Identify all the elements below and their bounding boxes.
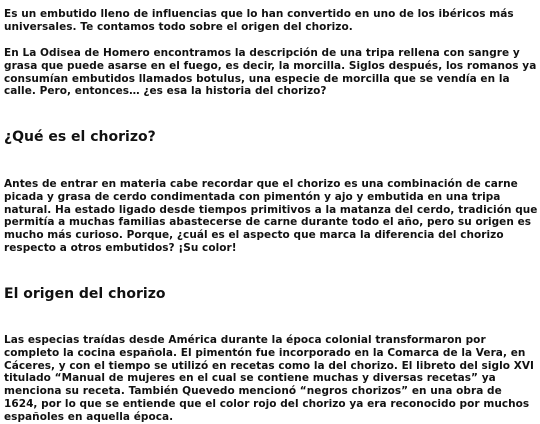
- definition-paragraph: Antes de entrar en materia cabe recordar que el chorizo es una combinación de carne picada y grasa de cerdo condimentada con pimentón y ajo y embutida en una tripa natural. Ha estado ligado desde tiempos primitivos a la matanza del cerdo, tradición que permitía a muchas familias abastecerse de carne durante todo el año, pero su origen es mucho más curioso. Porque, ¿cuál es el aspecto que marca la diferencia del chorizo respecto a otros embutidos? ¡Su color!: [4, 178, 538, 254]
- origin-paragraph: Las especias traídas desde América durante la época colonial transformaron por completo la cocina española. El pimentón fue incorporado en la Comarca de la Vera, en Cáceres, y con el tiempo se utilizó en recetas como la del chorizo. El libreto del siglo XVI titulado “Manual de mujeres en el cual se contiene muchas y diversas recetas” ya menciona su receta. También Quevedo mencionó “negros chorizos” en una obra de 1624, por lo que se entiende que el color rojo del chorizo ya era reconocido por muchos españoles en aquella época.: [4, 334, 534, 423]
- intro-paragraph: Es un embutido lleno de influencias que lo han convertido en uno de los ibéricos más universales. Te contamos todo sobre el origen del chorizo.: [4, 8, 514, 33]
- history-paragraph: En La Odisea de Homero encontramos la descripción de una tripa rellena con sangre y grasa que puede asarse en el fuego, es decir, la morcilla. Siglos después, los romanos ya consumían embutidos llamados botulus, una especie de morcilla que se vendía en la calle. Pero, entonces… ¿es esa la historia del chorizo?: [4, 47, 537, 98]
- section-heading-que-es: ¿Qué es el chorizo?: [4, 129, 156, 145]
- section-heading-origen: El origen del chorizo: [4, 286, 166, 302]
